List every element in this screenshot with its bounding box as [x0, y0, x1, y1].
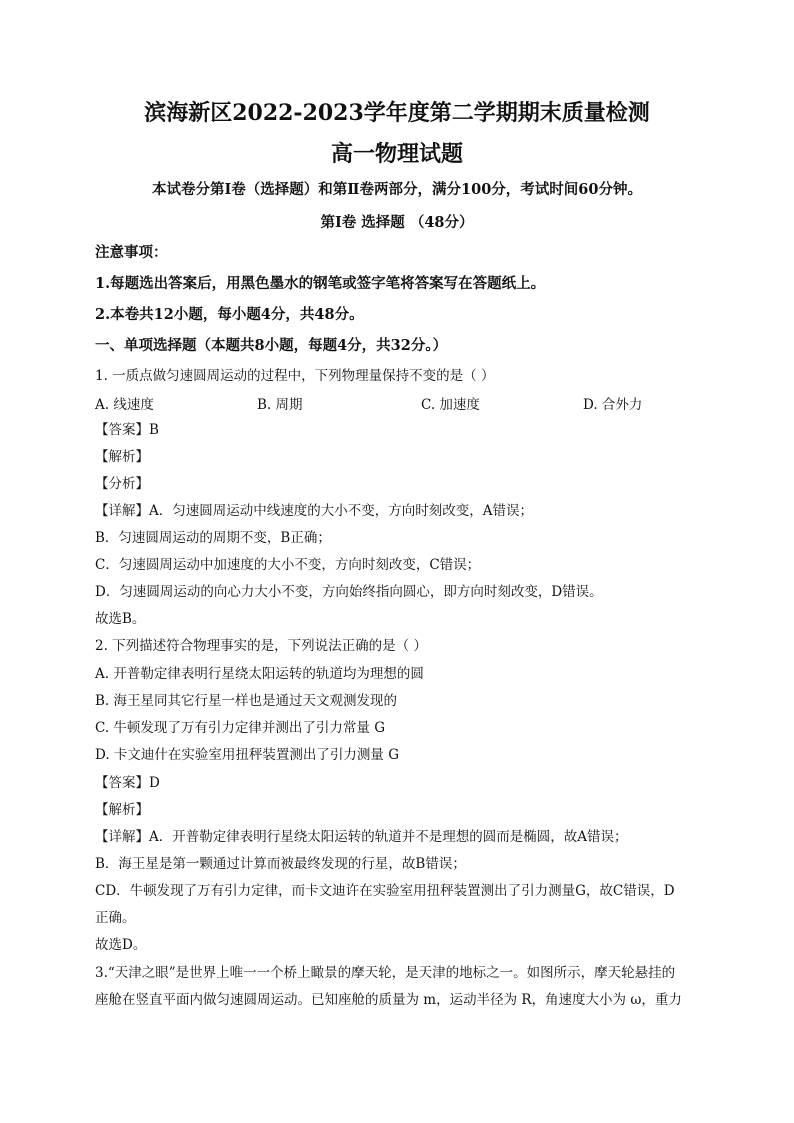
- q1-conclusion: 故选B。: [95, 611, 146, 627]
- q3-stem-line2: 座舱在竖直平面内做匀速圆周运动。已知座舱的质量为 m，运动半径为 R，角速度大小为 ω，重力: [95, 992, 682, 1008]
- q2-option-a: A. 开普勒定律表明行星绕太阳运转的轨道均为理想的圆: [95, 666, 424, 682]
- q1-answer: 【答案】B: [95, 422, 159, 438]
- notes-item-2: 2.本卷共12小题，每小题4分，共48分。: [95, 306, 364, 323]
- exam-intro: 本试卷分第Ⅰ卷（选择题）和第Ⅱ卷两部分，满分100分，考试时间60分钟。: [152, 181, 642, 198]
- exam-title: 滨海新区2022-2023学年度第二学期期末质量检测: [144, 100, 650, 126]
- q2-answer: 【答案】D: [95, 775, 160, 791]
- part-1-heading: 一、单项选择题（本题共8小题，每题4分，共32分。）: [95, 337, 448, 354]
- q2-conclusion: 故选D。: [95, 937, 147, 953]
- q2-option-d: D. 卡文迪什在实验室用扭秤装置测出了引力测量 G: [95, 747, 399, 763]
- q2-stem: 2. 下列描述符合物理事实的是，下列说法正确的是（ ）: [95, 638, 427, 654]
- exam-subtitle: 高一物理试题: [330, 141, 463, 167]
- q2-jiexi: 【解析】: [95, 802, 149, 818]
- notes-item-1: 1.每题选出答案后，用黑色墨水的钢笔或签字笔将答案写在答题纸上。: [95, 275, 546, 292]
- section-title: 第Ⅰ卷 选择题 （48分）: [320, 214, 474, 231]
- q1-detail-d: D．匀速圆周运动的向心力大小不变，方向始终指向圆心，即方向时刻改变，D错误。: [95, 584, 603, 600]
- q2-option-c: C. 牛顿发现了万有引力定律并测出了引力常量 G: [95, 720, 386, 736]
- q1-stem: 1. 一质点做匀速圆周运动的过程中，下列物理量保持不变的是（ ）: [95, 368, 495, 384]
- q1-option-d: D. 合外力: [583, 397, 643, 413]
- q3-stem-line1: 3.“天津之眼”是世界上唯一一个桥上瞰景的摩天轮，是天津的地标之一。如图所示，摩天轮悬挂的: [95, 965, 676, 981]
- q2-detail-a: 【详解】A．开普勒定律表明行星绕太阳运转的轨道并不是理想的圆而是椭圆，故A错误；: [95, 829, 628, 845]
- q2-detail-cd-line1: CD．牛顿发现了万有引力定律，而卡文迪许在实验室用扭秤装置测出了引力测量G，故C错误，D: [95, 883, 675, 899]
- q1-fenxi: 【分析】: [95, 476, 149, 492]
- q1-option-c: C. 加速度: [421, 397, 480, 413]
- q1-option-b: B. 周期: [257, 397, 303, 413]
- q1-detail-a: 【详解】A．匀速圆周运动中线速度的大小不变，方向时刻改变，A错误；: [95, 503, 533, 519]
- q1-options: [95, 393, 695, 413]
- q1-detail-b: B．匀速圆周运动的周期不变，B正确；: [95, 530, 331, 546]
- q1-jiexi: 【解析】: [95, 449, 149, 465]
- notes-heading: 注意事项：: [95, 244, 168, 261]
- q1-option-a: A. 线速度: [95, 397, 154, 413]
- q2-option-b: B. 海王星同其它行星一样也是通过天文观测发现的: [95, 693, 398, 709]
- q1-detail-c: C．匀速圆周运动中加速度的大小不变，方向时刻改变，C错误；: [95, 557, 481, 573]
- q2-detail-cd-line2: 正确。: [95, 910, 136, 926]
- q2-detail-b: B．海王星是第一颗通过计算而被最终发现的行星，故B错误；: [95, 856, 466, 872]
